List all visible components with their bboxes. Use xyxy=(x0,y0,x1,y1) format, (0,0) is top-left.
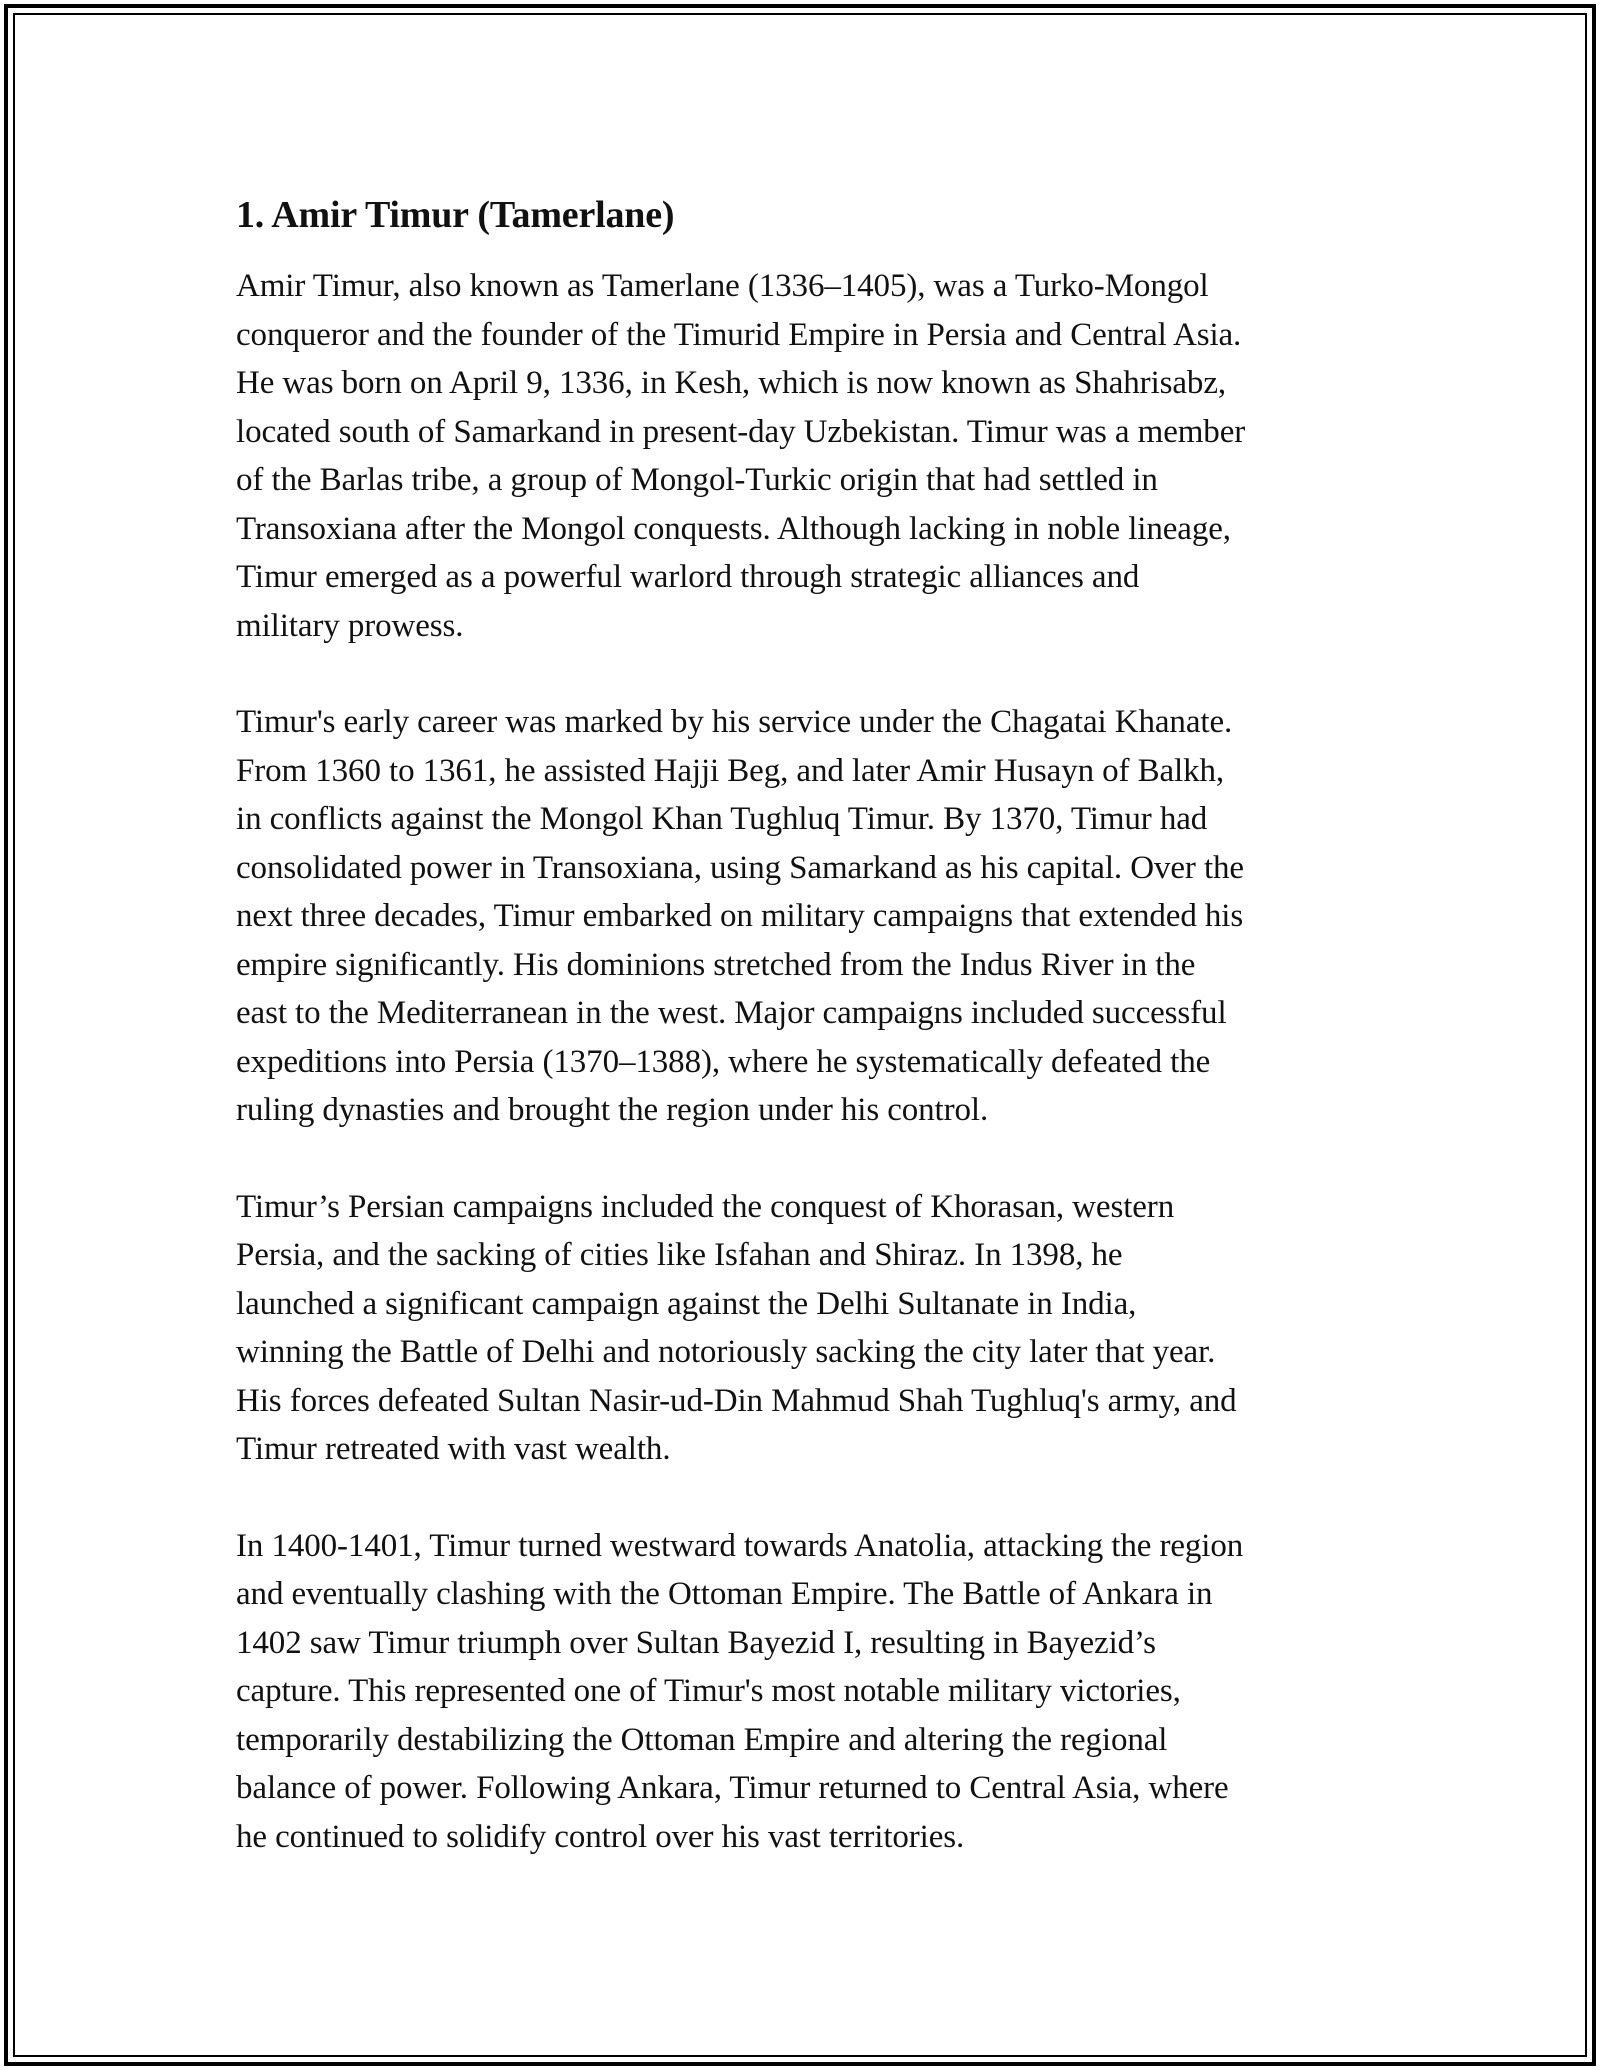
paragraph-line: he continued to solidify control over his vast territories. xyxy=(236,1818,965,1855)
paragraph-line: From 1360 to 1361, he assisted Hajji Beg, and later Amir Husayn of Balkh, xyxy=(236,752,1225,789)
paragraph-line: 1402 saw Timur triumph over Sultan Bayezid I, resulting in Bayezid’s xyxy=(236,1624,1156,1661)
paragraph-2 xyxy=(236,698,1386,1135)
paragraph-line: Transoxiana after the Mongol conquests. Although lacking in noble lineage, xyxy=(236,510,1231,547)
paragraph-line: in conflicts against the Mongol Khan Tughluq Timur. By 1370, Timur had xyxy=(236,801,1208,837)
paragraph-line: He was born on April 9, 1336, in Kesh, which is now known as Shahrisabz, xyxy=(236,365,1227,401)
paragraph-1 xyxy=(236,262,1386,650)
paragraph-line: conqueror and the founder of the Timurid Empire in Persia and Central Asia. xyxy=(236,316,1242,353)
paragraph-line: His forces defeated Sultan Nasir-ud-Din Mahmud Shah Tughluq's army, and xyxy=(236,1382,1237,1419)
paragraph-line: east to the Mediterranean in the west. Major campaigns included successful xyxy=(236,995,1227,1031)
paragraph-line: Timur emerged as a powerful warlord through strategic alliances and xyxy=(236,559,1140,595)
paragraph-4 xyxy=(236,1522,1386,1862)
paragraph-line: winning the Battle of Delhi and notoriously sacking the city later that year. xyxy=(236,1334,1216,1370)
paragraph-line: ruling dynasties and brought the region under his control. xyxy=(236,1092,989,1128)
document-body xyxy=(236,190,1386,1909)
paragraph-line: temporarily destabilizing the Ottoman Empire and altering the regional xyxy=(236,1721,1168,1758)
paragraph-line: capture. This represented one of Timur's most notable military victories, xyxy=(236,1673,1181,1709)
section-heading: 1. Amir Timur (Tamerlane) xyxy=(236,194,675,236)
paragraph-line: Persia, and the sacking of cities like Isfahan and Shiraz. In 1398, he xyxy=(236,1237,1123,1273)
paragraph-line: balance of power. Following Ankara, Timur returned to Central Asia, where xyxy=(236,1770,1229,1806)
paragraph-line: next three decades, Timur embarked on military campaigns that extended his xyxy=(236,898,1244,934)
paragraph-line: of the Barlas tribe, a group of Mongol-Turkic origin that had settled in xyxy=(236,462,1158,498)
paragraph-line: consolidated power in Transoxiana, using Samarkand as his capital. Over the xyxy=(236,849,1244,886)
paragraph-line: located south of Samarkand in present-day Uzbekistan. Timur was a member xyxy=(236,413,1246,450)
paragraph-line: Timur's early career was marked by his service under the Chagatai Khanate. xyxy=(236,704,1233,740)
paragraph-line: Timur’s Persian campaigns included the conquest of Khorasan, western xyxy=(236,1188,1175,1225)
paragraph-3 xyxy=(236,1183,1386,1474)
paragraph-line: and eventually clashing with the Ottoman Empire. The Battle of Ankara in xyxy=(236,1576,1213,1612)
paragraph-line: launched a significant campaign against the Delhi Sultanate in India, xyxy=(236,1285,1137,1322)
paragraph-line: military prowess. xyxy=(236,607,464,644)
paragraph-line: Timur retreated with vast wealth. xyxy=(236,1431,671,1467)
paragraph-line: Amir Timur, also known as Tamerlane (1336–1405), was a Turko-Mongol xyxy=(236,268,1209,304)
paragraph-line: In 1400-1401, Timur turned westward towards Anatolia, attacking the region xyxy=(236,1527,1244,1564)
paragraph-line: empire significantly. His dominions stretched from the Indus River in the xyxy=(236,946,1196,983)
paragraph-line: expeditions into Persia (1370–1388), where he systematically defeated the xyxy=(236,1043,1211,1080)
